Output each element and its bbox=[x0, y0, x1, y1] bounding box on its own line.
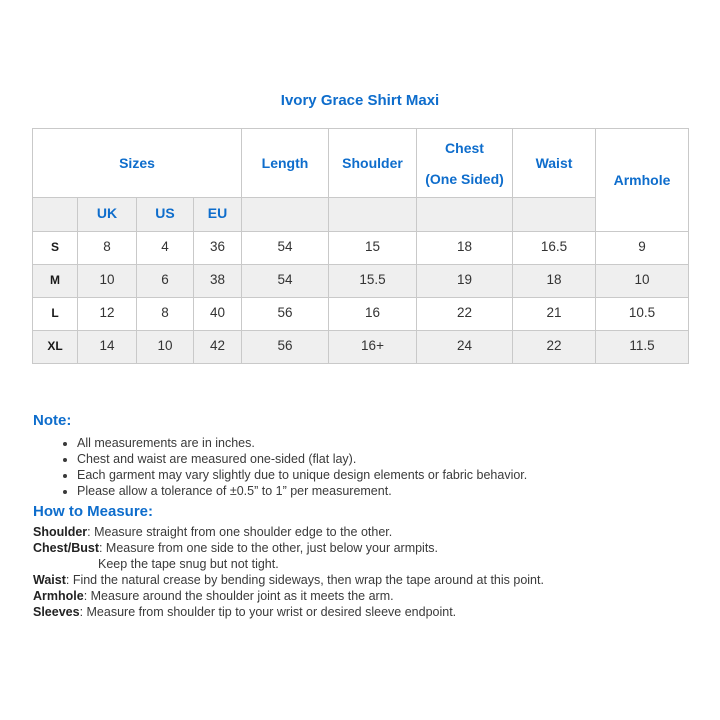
notes-section bbox=[33, 411, 693, 620]
cell-length: 56 bbox=[242, 331, 329, 364]
header-chest-line2: (One Sided) bbox=[425, 170, 504, 187]
cell-length: 54 bbox=[242, 232, 329, 265]
cell-armhole: 11.5 bbox=[596, 331, 689, 364]
subheader-eu: EU bbox=[194, 198, 242, 232]
cell-shoulder: 15 bbox=[329, 232, 417, 265]
header-shoulder: Shoulder bbox=[329, 129, 417, 198]
measure-instruction-sleeves bbox=[33, 604, 693, 620]
measure-instruction-shoulder bbox=[33, 524, 693, 540]
size-label: S bbox=[33, 232, 78, 265]
subheader-blank bbox=[33, 198, 78, 232]
cell-us: 10 bbox=[137, 331, 194, 364]
size-label: XL bbox=[33, 331, 78, 364]
measure-label: Sleeves bbox=[33, 605, 80, 619]
cell-shoulder: 16 bbox=[329, 298, 417, 331]
cell-shoulder: 16+ bbox=[329, 331, 417, 364]
header-waist: Waist bbox=[513, 129, 596, 198]
subheader-blank bbox=[417, 198, 513, 232]
notes-list bbox=[33, 435, 693, 499]
subheader-blank bbox=[329, 198, 417, 232]
note-heading: Note: bbox=[33, 412, 72, 429]
cell-us: 8 bbox=[137, 298, 194, 331]
cell-uk: 12 bbox=[78, 298, 137, 331]
measure-label: Waist bbox=[33, 573, 66, 587]
subheader-uk: UK bbox=[78, 198, 137, 232]
cell-chest: 22 bbox=[417, 298, 513, 331]
cell-waist: 18 bbox=[513, 265, 596, 298]
cell-armhole: 9 bbox=[596, 232, 689, 265]
cell-waist: 16.5 bbox=[513, 232, 596, 265]
subheader-us: US bbox=[137, 198, 194, 232]
table-subheader-row bbox=[33, 198, 689, 232]
header-chest-line1: Chest bbox=[445, 139, 484, 156]
cell-us: 4 bbox=[137, 232, 194, 265]
table-row-xl bbox=[33, 331, 689, 364]
size-label: L bbox=[33, 298, 78, 331]
cell-eu: 38 bbox=[194, 265, 242, 298]
cell-length: 56 bbox=[242, 298, 329, 331]
cell-us: 6 bbox=[137, 265, 194, 298]
header-armhole: Armhole bbox=[596, 129, 689, 232]
note-item: • Each garment may vary slightly due to unique design elements or fabric behavior. bbox=[77, 467, 693, 483]
subheader-blank bbox=[242, 198, 329, 232]
subheader-blank bbox=[513, 198, 596, 232]
measure-text: : Measure around the shoulder joint as it meets the arm. bbox=[83, 589, 394, 603]
cell-uk: 8 bbox=[78, 232, 137, 265]
cell-length: 54 bbox=[242, 265, 329, 298]
cell-uk: 10 bbox=[78, 265, 137, 298]
cell-waist: 21 bbox=[513, 298, 596, 331]
measure-text: : Measure straight from one shoulder edge to the other. bbox=[87, 525, 393, 539]
measure-instruction-chest-note: Keep the tape snug but not tight. bbox=[98, 557, 279, 571]
cell-chest: 24 bbox=[417, 331, 513, 364]
measure-instruction-armhole bbox=[33, 588, 693, 604]
cell-eu: 40 bbox=[194, 298, 242, 331]
measure-text: : Find the natural crease by bending sideways, then wrap the tape around at this point. bbox=[65, 573, 544, 587]
measure-label: Shoulder bbox=[33, 525, 88, 539]
table-header-row bbox=[33, 129, 689, 198]
table-row-l bbox=[33, 298, 689, 331]
header-length: Length bbox=[242, 129, 329, 198]
note-item: • All measurements are in inches. bbox=[77, 435, 693, 451]
note-item: • Chest and waist are measured one-sided (flat lay). bbox=[77, 451, 693, 467]
measure-text: : Measure from one side to the other, just below your armpits. bbox=[98, 541, 439, 555]
cell-chest: 18 bbox=[417, 232, 513, 265]
cell-eu: 42 bbox=[194, 331, 242, 364]
cell-armhole: 10 bbox=[596, 265, 689, 298]
cell-uk: 14 bbox=[78, 331, 137, 364]
measure-instruction-chest bbox=[33, 540, 693, 556]
header-chest bbox=[417, 129, 513, 198]
measure-instruction-waist bbox=[33, 572, 693, 588]
cell-chest: 19 bbox=[417, 265, 513, 298]
note-item: • Please allow a tolerance of ±0.5” to 1” per measurement. bbox=[77, 483, 693, 499]
measure-text: : Measure from shoulder tip to your wrist or desired sleeve endpoint. bbox=[79, 605, 457, 619]
cell-armhole: 10.5 bbox=[596, 298, 689, 331]
header-sizes: Sizes bbox=[33, 129, 242, 198]
cell-shoulder: 15.5 bbox=[329, 265, 417, 298]
table-row-m bbox=[33, 265, 689, 298]
measure-label: Armhole bbox=[33, 589, 84, 603]
cell-waist: 22 bbox=[513, 331, 596, 364]
table-row-s bbox=[33, 232, 689, 265]
cell-eu: 36 bbox=[194, 232, 242, 265]
size-chart-table bbox=[32, 128, 689, 364]
page-title: Ivory Grace Shirt Maxi bbox=[280, 92, 440, 109]
size-label: M bbox=[33, 265, 78, 298]
measure-label: Chest/Bust bbox=[33, 541, 99, 555]
how-to-measure-heading: How to Measure: bbox=[33, 503, 154, 520]
